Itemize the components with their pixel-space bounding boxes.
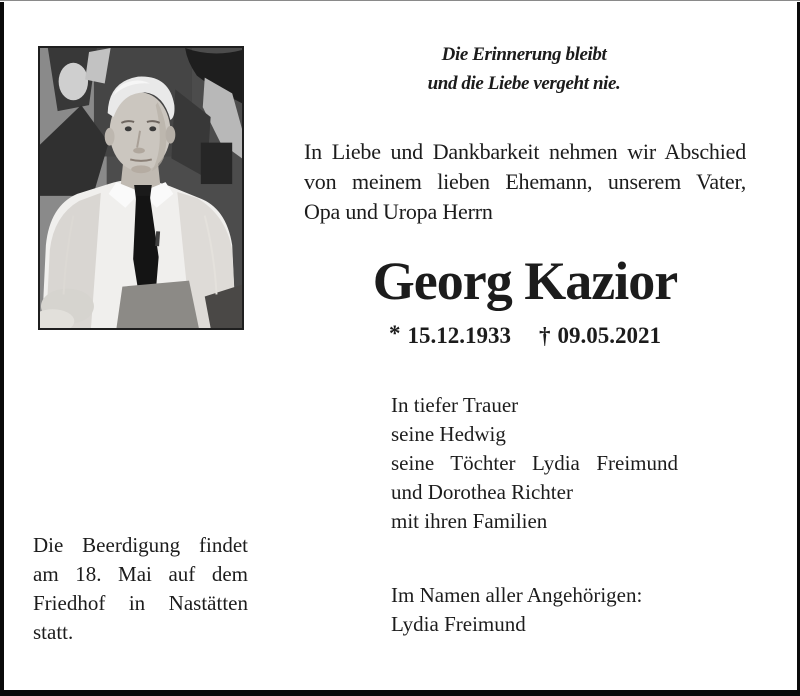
mourners-line: seine Hedwig — [391, 422, 506, 446]
left-rule — [0, 2, 4, 696]
life-dates — [304, 320, 746, 352]
closing-lines — [391, 581, 701, 639]
intro-line: von meinem lieben Ehemann, unserem Vater, — [304, 169, 746, 194]
portrait-photo — [38, 46, 244, 330]
funeral-line: statt. — [33, 620, 74, 644]
mourners-list — [391, 391, 678, 536]
intro-text — [304, 137, 746, 227]
closing-line: Im Namen aller Angehörigen: — [391, 583, 643, 607]
top-rule — [0, 0, 800, 1]
bottom-rule — [0, 690, 800, 696]
birth-star-symbol: * — [389, 321, 401, 346]
death-date-value: 09.05.2021 — [557, 323, 661, 348]
mourners-line: und Dorothea Richter — [391, 480, 573, 504]
birth-date — [389, 320, 511, 352]
funeral-info — [33, 531, 248, 647]
funeral-line: am 18. Mai auf dem — [33, 562, 248, 586]
funeral-line: Die Beerdigung findet — [33, 533, 248, 557]
mourners-line: seine Töchter Lydia Freimund — [391, 451, 678, 475]
mourners-line: In tiefer Trauer — [391, 393, 519, 417]
intro-line: In Liebe und Dankbarkeit nehmen wir Abschied — [304, 139, 746, 164]
epigraph-line: und die Liebe vergeht nie. — [427, 73, 621, 94]
deceased-name: Georg Kazior — [372, 251, 678, 311]
birth-date-value: 15.12.1933 — [407, 323, 511, 348]
epigraph-line: Die Erinnerung bleibt — [441, 44, 607, 65]
intro-line: Opa und Uropa Herrn — [304, 199, 493, 224]
death-date — [539, 320, 661, 352]
funeral-line: Friedhof in Nastätten — [33, 591, 248, 615]
mourners-line: mit ihren Familien — [391, 509, 548, 533]
epigraph — [304, 40, 744, 98]
death-cross-symbol: † — [539, 323, 551, 348]
portrait-photo-illustration — [40, 48, 242, 328]
closing-line: Lydia Freimund — [391, 612, 526, 636]
